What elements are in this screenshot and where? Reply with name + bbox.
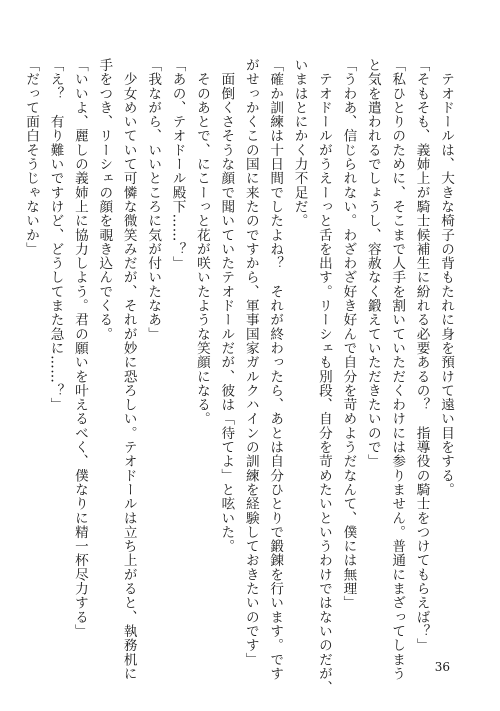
text-line: テオドールは、大きな椅子の背もたれに身を預けて遠い目をする。 — [438, 58, 454, 497]
text-line: 少女めいていて可憐な微笑みだが、それが妙に恐ろしい。テオドールは立ち上がると、執務机に — [120, 58, 137, 681]
page-number: 36 — [434, 660, 450, 674]
text-line: 「だって面白そうじゃないか」 — [23, 58, 40, 257]
text-line: いまはとにかく力不足だ。 — [291, 58, 308, 228]
text-line: がせっかくこの国に来たのですから、軍事国家ガルクハインの訓練を経験しておきたいのです」 — [242, 58, 259, 667]
text-line: テオドールがうえーっと舌を出す。リーシェも別段、自分を苛めたいというわけではないのだが、 — [315, 58, 332, 695]
text-line: 「うわあ、信じられない。わざわざ好き好んで自分を苛めようだなんて、僕には無理」 — [340, 58, 357, 610]
text-line: 「我ながら、いいところに気が付いたなあ」 — [145, 58, 162, 341]
text-line: 「いいよ、麗しの義姉上に協力しよう。君の願いを叶えるべく、僕なりに精一杯尽力する」 — [71, 58, 88, 639]
text-line: 手をつき、リーシェの顔を覗き込んでくる。 — [96, 58, 113, 341]
text-line: 「あの、テオドール殿下……？」 — [169, 58, 186, 271]
text-line: 「そもそも、義姉上が騎士候補生に紛れる必要あるの？ 指導役の騎士をつけてもらえば？」 — [413, 58, 430, 653]
text-line: と気を遣われるでしょうし、容赦なく鍛えていただきたいので」 — [364, 58, 381, 469]
text-line: 面倒くさそうな顔で聞いていたテオドールだが、彼は「待てよ」と呟いた。 — [218, 58, 235, 554]
text-line: 「確か訓練は十日間でしたよね？ それが終わったら、あとは自分ひとりで鍛錬を行います。です — [267, 58, 284, 681]
text-line: そのあとで、にこーっと花が咲いたような笑顔になる。 — [193, 58, 210, 426]
text-line: 「え？ 有り難いですけど、どうしてまた急に……？」 — [47, 58, 64, 412]
text-line: 「私ひとりのために、そこまで人手を割いていただくわけには参りません。普通にまざってしまう — [389, 58, 406, 681]
